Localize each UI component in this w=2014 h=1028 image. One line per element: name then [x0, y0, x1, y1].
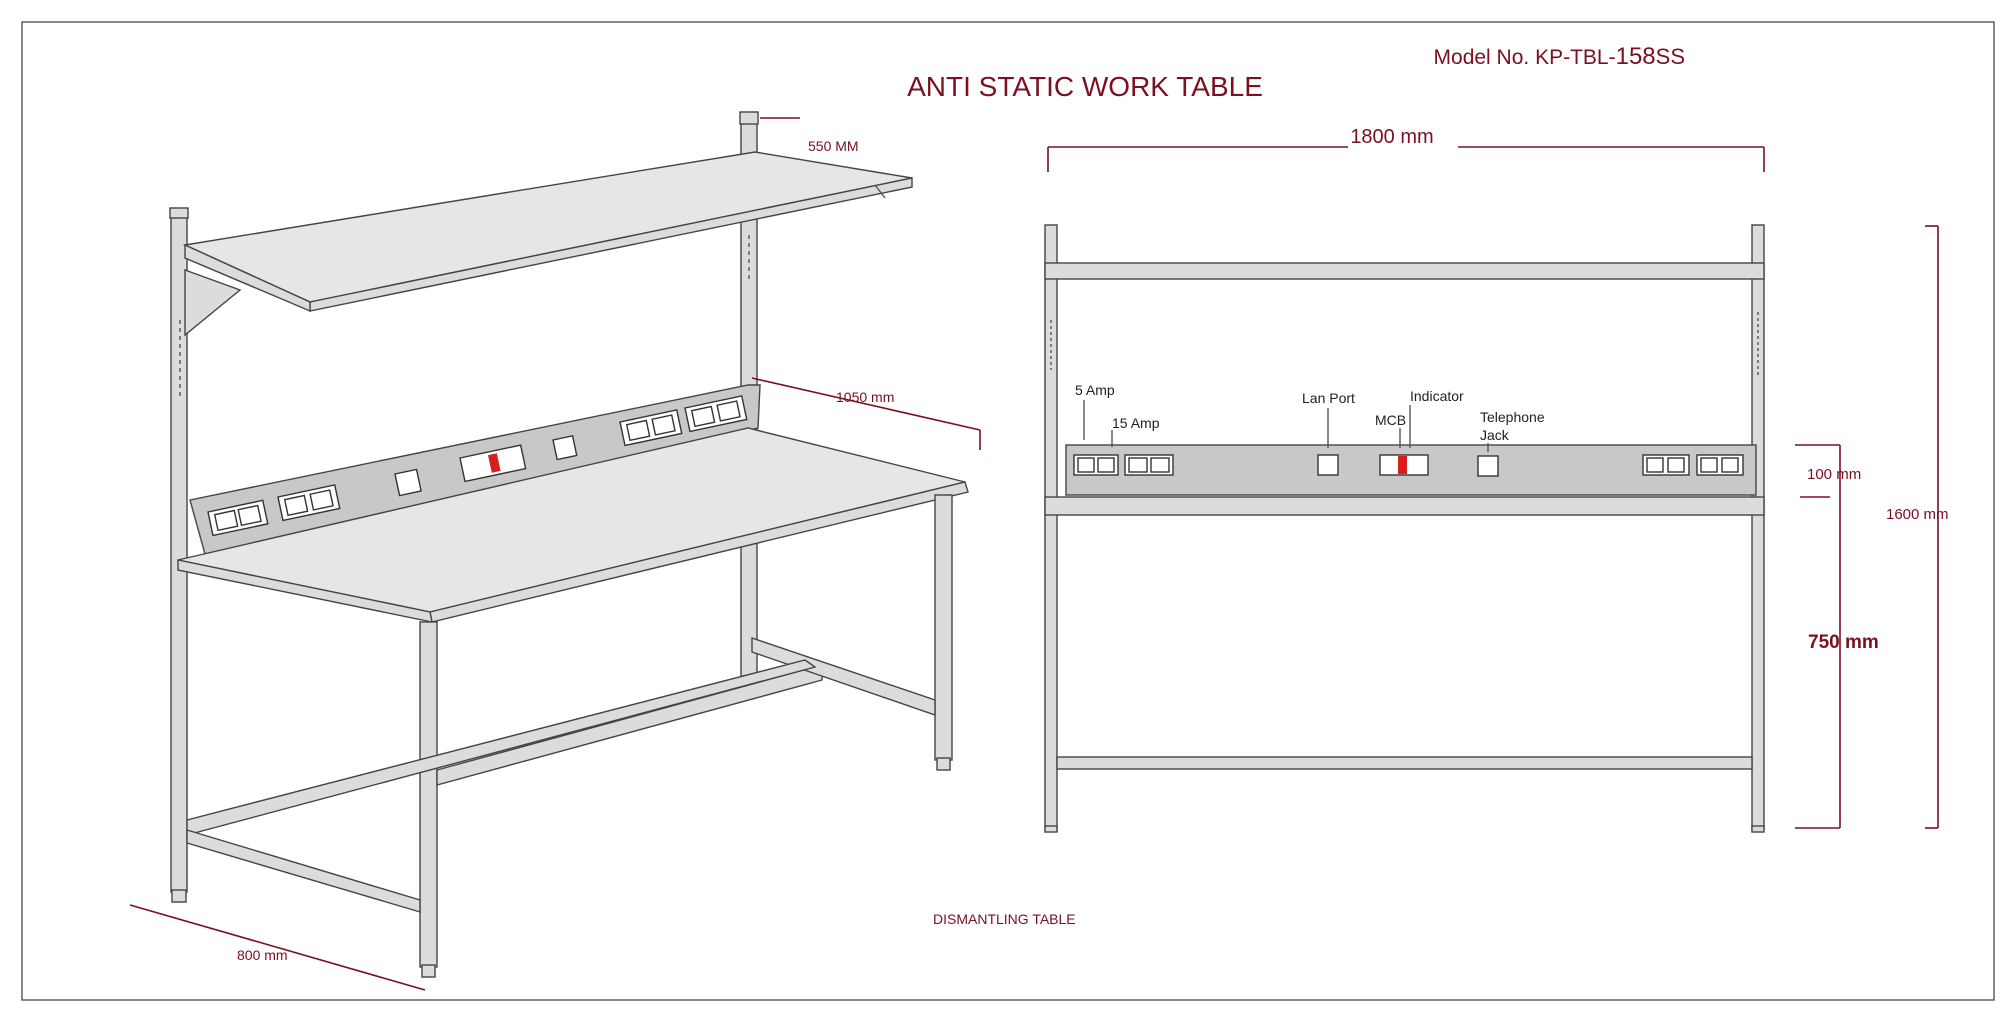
- front-lower-rail: [1057, 757, 1752, 769]
- model-suffix: SS: [1655, 44, 1685, 69]
- lower-stretcher-front: [437, 665, 822, 785]
- label-lan-port: Lan Port: [1302, 390, 1355, 406]
- model-number: [1434, 43, 1685, 70]
- front-view-table: [1045, 225, 1764, 832]
- caption: DISMANTLING TABLE: [933, 911, 1076, 927]
- post-cap-left: [170, 208, 188, 218]
- post-cap-right: [740, 112, 758, 124]
- table-width-label: 800 mm: [237, 947, 288, 963]
- label-15-amp: 15 Amp: [1112, 415, 1160, 431]
- front-leg-left: [420, 622, 437, 967]
- overall-height-label: 1600 mm: [1886, 506, 1949, 523]
- front-shelf: [1045, 263, 1764, 279]
- front-callouts: [1075, 382, 1545, 452]
- panel-height-label: 100 mm: [1807, 466, 1862, 483]
- label-mcb: MCB: [1375, 412, 1407, 428]
- drawing-title: ANTI STATIC WORK TABLE: [907, 71, 1263, 102]
- label-jack: Jack: [1480, 427, 1509, 443]
- label-telephone: Telephone: [1480, 409, 1545, 425]
- table-height-label: 750 mm: [1808, 632, 1879, 653]
- model-digits: 158: [1615, 43, 1656, 70]
- lower-stretcher-back: [187, 660, 815, 835]
- table-depth-label: 1050 mm: [836, 389, 895, 405]
- upper-shelf: [185, 152, 912, 335]
- model-prefix: Model No. KP-TBL-: [1433, 46, 1616, 69]
- label-indicator: Indicator: [1410, 388, 1464, 404]
- front-post-left: [1045, 225, 1057, 830]
- overall-width-label: 1800 mm: [1350, 126, 1434, 148]
- label-5-amp: 5 Amp: [1075, 382, 1115, 398]
- shelf-depth-label: 550 MM: [808, 138, 859, 154]
- front-leg-right: [935, 495, 952, 760]
- front-post-right: [1752, 225, 1764, 830]
- perspective-table: [170, 112, 968, 977]
